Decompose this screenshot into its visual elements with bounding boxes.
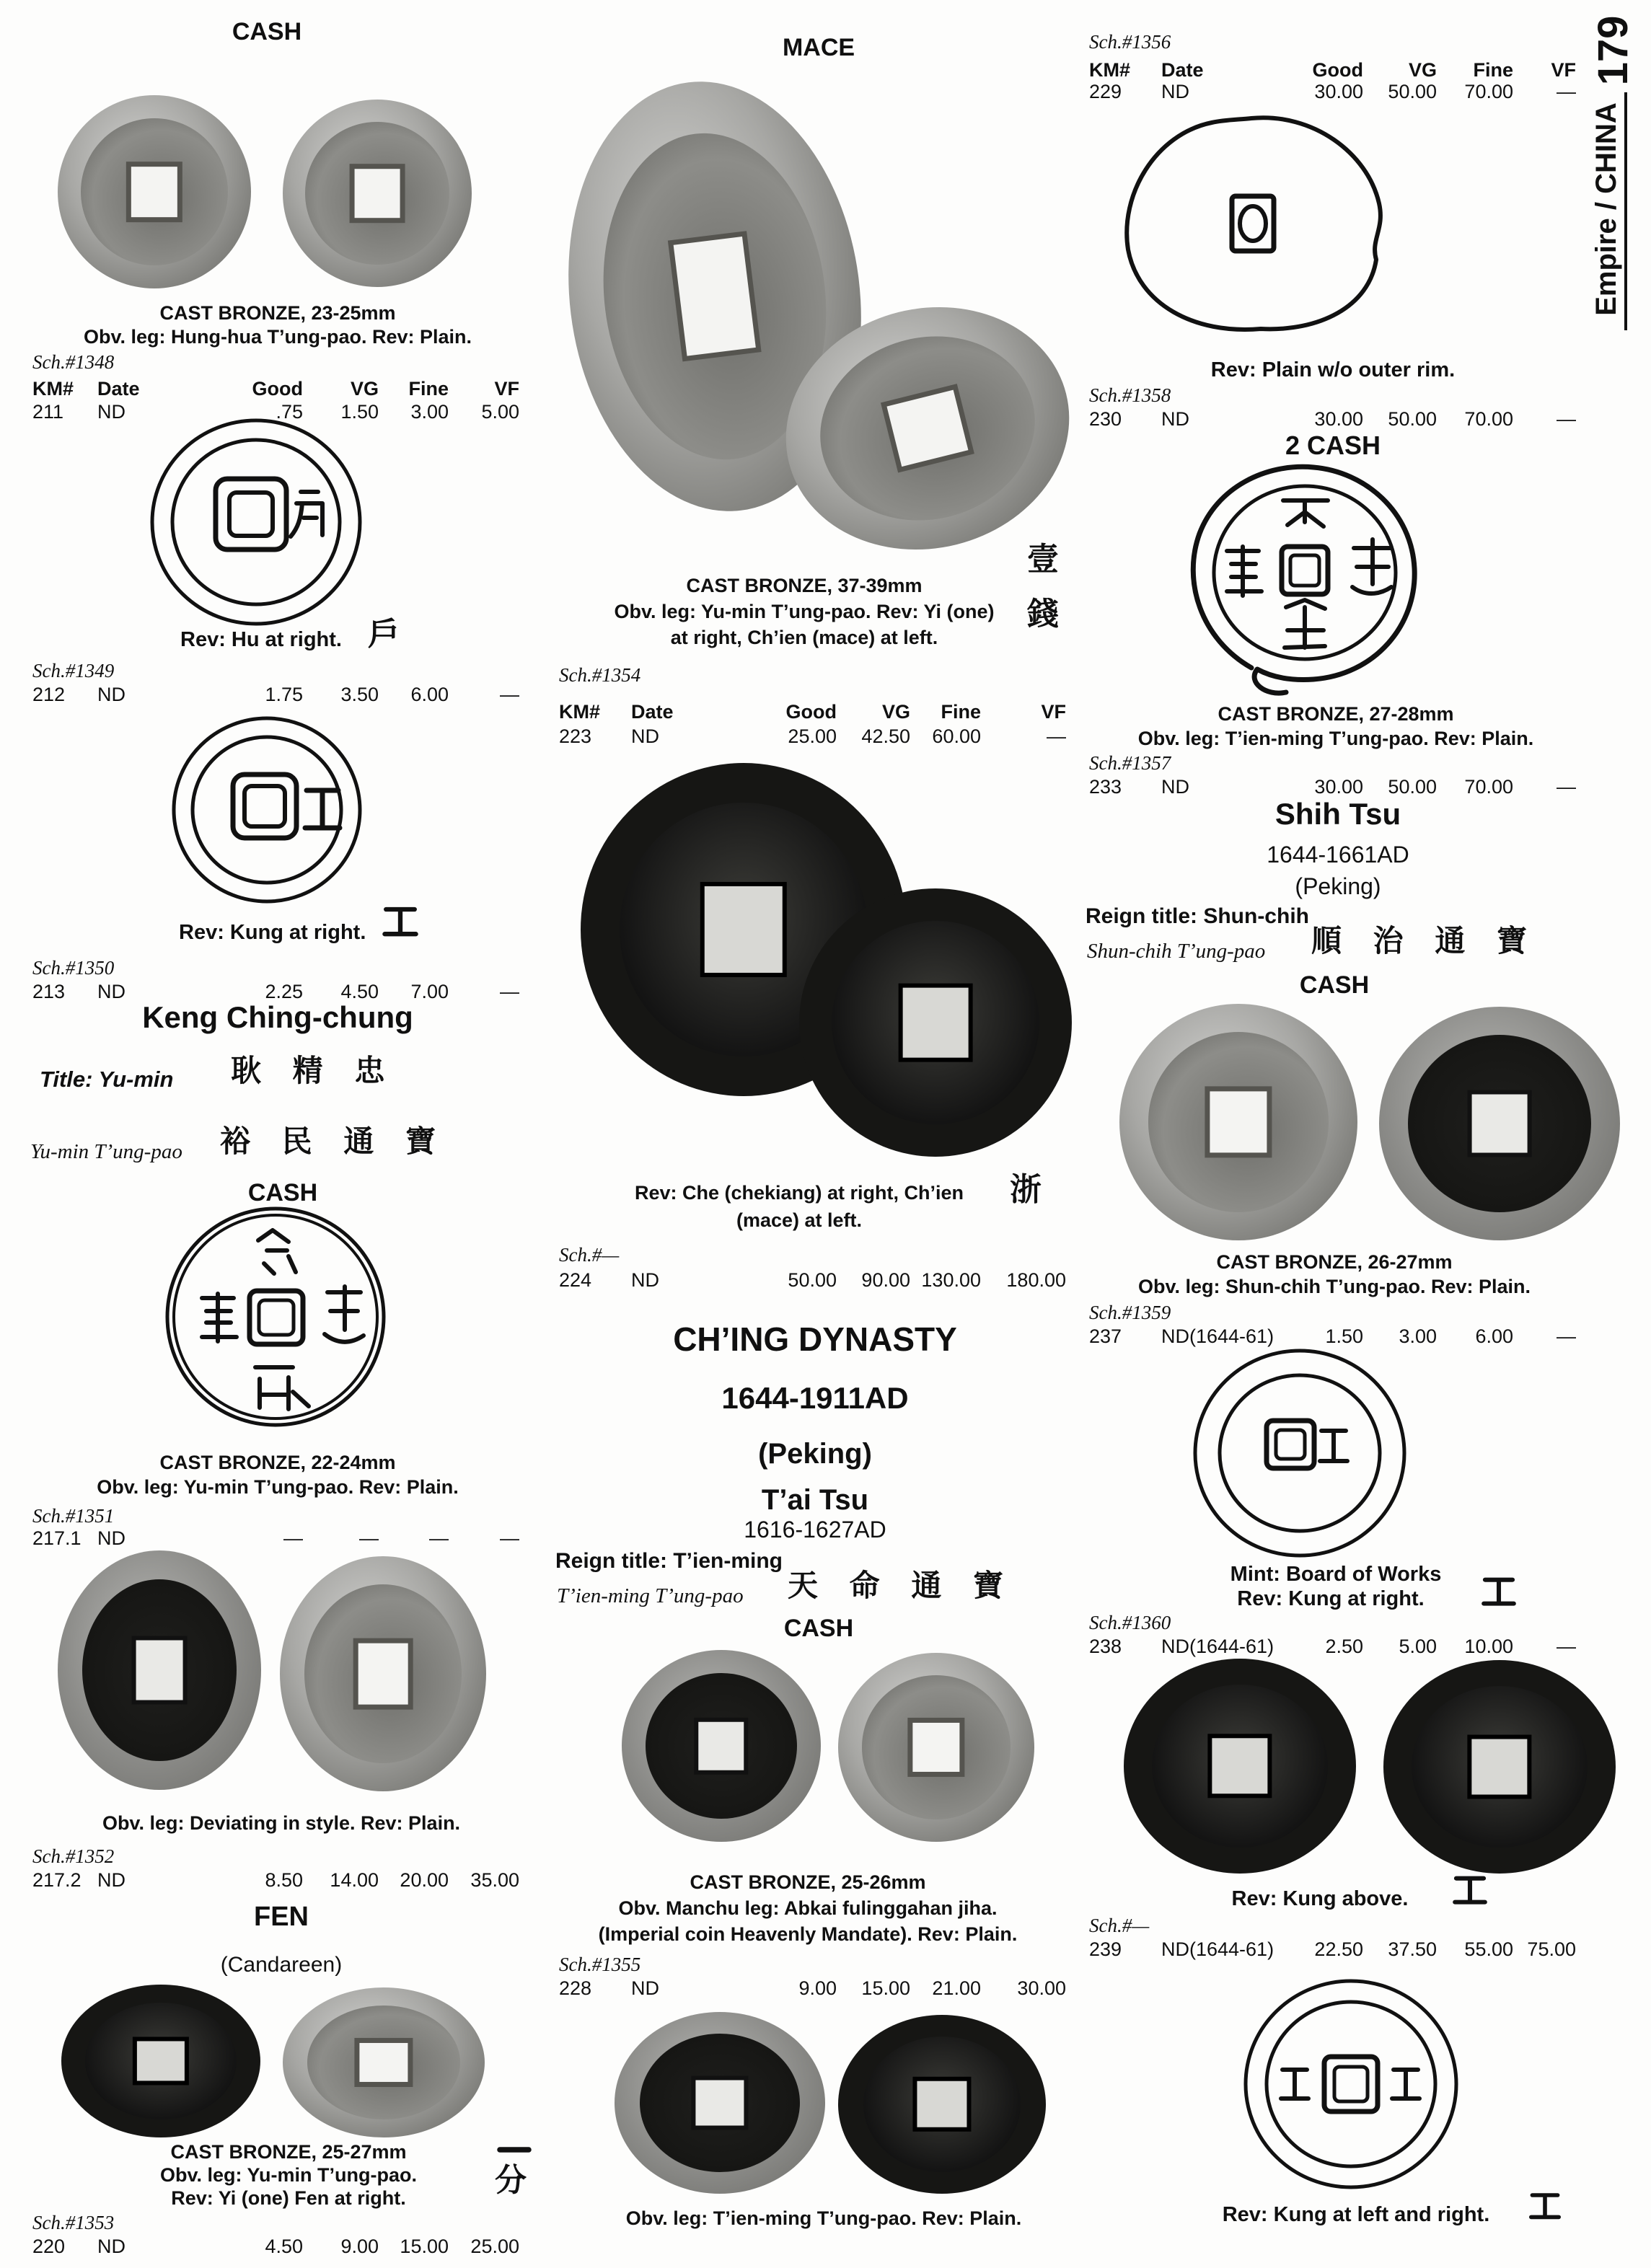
price-fine: 15.00 xyxy=(400,2236,449,2257)
price-fine: 130.00 xyxy=(921,1269,981,1291)
price-vf: 35.00 xyxy=(470,1869,519,1891)
price-vg: 37.50 xyxy=(1388,1938,1437,1960)
price-vg: 9.00 xyxy=(340,2236,379,2257)
coin-drawing-kung-right xyxy=(1192,1347,1408,1560)
reverse-note: Rev: Hu at right. xyxy=(180,628,342,651)
date: ND xyxy=(97,981,126,1002)
date: ND xyxy=(97,401,126,423)
reverse-note: Rev: Plain w/o outer rim. xyxy=(1210,358,1456,381)
coin-photo-reverse xyxy=(283,100,472,287)
ruler-name: Shih Tsu xyxy=(1274,797,1401,831)
title-label: Title: Yu-min xyxy=(40,1067,174,1092)
coin-photo-reverse xyxy=(283,1987,485,2137)
date: ND xyxy=(1161,81,1189,102)
schjoth-number: Sch.#— xyxy=(559,1244,620,1266)
col-vg: VG xyxy=(881,701,910,723)
price-fine: 55.00 xyxy=(1464,1938,1513,1960)
price-vg: 5.00 xyxy=(1399,1636,1437,1657)
date: ND xyxy=(97,1527,126,1549)
ruler-name: Keng Ching-chung xyxy=(142,1000,413,1034)
coin-photo-obverse xyxy=(58,1550,261,1790)
price-good: 9.00 xyxy=(798,1977,837,1999)
coin-hole xyxy=(137,2041,185,2081)
coin-photo-obverse xyxy=(1119,1004,1357,1240)
schjoth-number: Sch.#1359 xyxy=(1089,1302,1171,1323)
schjoth-number: Sch.#1352 xyxy=(32,1845,115,1867)
coin-caption: (Imperial coin Heavenly Mandate). Rev: Plain. xyxy=(598,1923,1018,1945)
coin-caption: Obv. leg: Yu-min T’ung-pao. Rev: Plain. xyxy=(97,1476,459,1498)
km-number: 237 xyxy=(1089,1325,1122,1347)
coin-photo-reverse xyxy=(1379,1007,1620,1240)
reverse-note: Rev: Kung at right. xyxy=(179,921,366,944)
km-number: 213 xyxy=(32,981,66,1002)
price-fine: 70.00 xyxy=(1464,408,1513,430)
reverse-note: Rev: Kung at left and right. xyxy=(1222,2203,1490,2226)
price-fine: 7.00 xyxy=(410,981,449,1002)
coin-hole xyxy=(912,1723,959,1772)
price-vg: 3.00 xyxy=(1399,1325,1437,1347)
kung-glyph xyxy=(381,903,420,942)
coin-photo-reverse xyxy=(1383,1660,1616,1874)
coin-caption: Obv. Manchu leg: Abkai fulinggahan jiha. xyxy=(618,1897,998,1919)
hu-glyph: 戶 xyxy=(368,617,400,652)
coin-legend-characters: 天 命 通 寶 xyxy=(788,1568,1016,1602)
km-number: 217.2 xyxy=(32,1869,82,1891)
col-km: KM# xyxy=(1089,59,1131,81)
coin-caption: CAST BRONZE, 25-27mm xyxy=(170,2141,407,2163)
price-fine: 3.00 xyxy=(410,401,449,423)
price-fine: 70.00 xyxy=(1464,81,1513,102)
col-date: Date xyxy=(97,378,140,400)
coin-hole xyxy=(917,2081,967,2127)
coin-legend-label: T’ien-ming T’ung-pao xyxy=(557,1584,744,1607)
price-row-230 xyxy=(1086,408,1583,433)
coin-caption: Obv. leg: T’ien-ming T’ung-pao. Rev: Plain. xyxy=(1137,728,1534,749)
schjoth-number: Sch.#1355 xyxy=(559,1954,641,1975)
col-good: Good xyxy=(252,378,303,400)
col-vf: VF xyxy=(1041,701,1066,723)
coin-drawing-yu-min xyxy=(164,1206,387,1428)
col-date: Date xyxy=(1161,59,1204,81)
page-number: 179 xyxy=(1590,15,1637,86)
kung-glyph xyxy=(1528,2189,1562,2224)
schjoth-number: Sch.#1358 xyxy=(1089,384,1171,406)
price-good: .75 xyxy=(276,401,303,423)
fen-glyph: 分 xyxy=(495,2163,527,2198)
coin-drawing-kung-reverse xyxy=(169,715,364,905)
price-vg: 14.00 xyxy=(330,1869,379,1891)
km-number: 220 xyxy=(32,2236,66,2257)
coin-photo-reverse xyxy=(838,1653,1034,1842)
price-vf: 5.00 xyxy=(481,401,519,423)
coin-caption: CAST BRONZE, 26-27mm xyxy=(1216,1251,1453,1273)
price-table-header xyxy=(1086,59,1583,84)
coin-hole xyxy=(674,237,757,356)
price-fine: 20.00 xyxy=(400,1869,449,1891)
dynasty-dates: 1644-1911AD xyxy=(721,1381,909,1415)
coin-hole xyxy=(355,169,400,218)
legend-strokes xyxy=(202,1230,364,1409)
col-fine: Fine xyxy=(941,701,981,723)
price-good: 4.50 xyxy=(265,2236,303,2257)
date: ND xyxy=(631,725,659,747)
price-vg: — xyxy=(359,1527,379,1549)
price-row-224 xyxy=(555,1269,1075,1294)
km-number: 238 xyxy=(1089,1636,1122,1657)
date: ND xyxy=(97,684,126,705)
section-sidebar-label: Empire / CHINA xyxy=(1590,102,1622,316)
schjoth-number: Sch.#1353 xyxy=(32,2212,115,2233)
price-good: 30.00 xyxy=(1314,81,1363,102)
coin-hole xyxy=(705,886,783,973)
schjoth-number: Sch.#1348 xyxy=(32,351,115,373)
price-vg: 90.00 xyxy=(861,1269,910,1291)
col-km: KM# xyxy=(32,378,74,400)
price-vg: 15.00 xyxy=(861,1977,910,1999)
coin-caption: Obv. leg: Hung-hua T’ung-pao. Rev: Plain. xyxy=(84,326,472,348)
col-vg: VG xyxy=(350,378,379,400)
price-vg: 3.50 xyxy=(340,684,379,705)
price-vf: 30.00 xyxy=(1017,1977,1066,1999)
ruler-dates: 1644-1661AD xyxy=(1267,842,1409,868)
reign-title: Reign title: T’ien-ming xyxy=(555,1549,783,1573)
coin-photo-obverse xyxy=(622,1650,821,1842)
legend-strokes xyxy=(1227,500,1391,648)
schjoth-number: Sch.#1356 xyxy=(1089,31,1171,53)
coin-photo-obverse xyxy=(61,1985,260,2137)
price-vf: — xyxy=(500,684,519,705)
schjoth-number: Sch.#1351 xyxy=(32,1505,115,1527)
km-number: 211 xyxy=(32,401,64,423)
denomination-heading: CASH xyxy=(247,1179,318,1206)
reverse-note: Rev: Che (chekiang) at right, Ch’ien xyxy=(634,1182,964,1204)
km-number: 229 xyxy=(1089,81,1122,102)
coin-caption: Obv. leg: T’ien-ming T’ung-pao. Rev: Plain. xyxy=(625,2207,1022,2229)
schjoth-number: Sch.#1349 xyxy=(32,660,115,681)
price-good: 25.00 xyxy=(788,725,837,747)
reverse-note: Rev: Kung above. xyxy=(1231,1887,1409,1910)
price-vf: 75.00 xyxy=(1527,1938,1576,1960)
coin-caption: CAST BRONZE, 22-24mm xyxy=(159,1452,396,1473)
dynasty-mint: (Peking) xyxy=(758,1438,872,1470)
denomination-subheading: (Candareen) xyxy=(220,1953,343,1977)
price-row-220 xyxy=(22,2236,534,2260)
km-number: 228 xyxy=(559,1977,592,1999)
coin-caption: Obv. leg: Yu-min T’ung-pao. Rev: Yi (one) xyxy=(614,601,995,622)
col-good: Good xyxy=(785,701,837,723)
price-row-217-1 xyxy=(22,1527,534,1552)
price-vg: 42.50 xyxy=(861,725,910,747)
coin-caption: Rev: Yi (one) Fen at right. xyxy=(171,2187,406,2209)
mint-note: Mint: Board of Works xyxy=(1230,1563,1442,1586)
coin-caption: Obv. leg: Shun-chih T’ung-pao. Rev: Plain. xyxy=(1137,1276,1531,1297)
kung-glyph xyxy=(1480,1574,1518,1611)
price-row-223 xyxy=(555,725,1075,750)
coin-drawing-plain-no-rim xyxy=(1104,108,1402,340)
date: ND xyxy=(631,1977,659,1999)
yi-glyph xyxy=(496,2139,532,2161)
price-vf: — xyxy=(1047,725,1066,747)
coin-hole xyxy=(698,1722,744,1770)
reign-title: Reign title: Shun-chih xyxy=(1086,904,1309,928)
coin-photo-obverse xyxy=(1124,1659,1356,1874)
price-good: 50.00 xyxy=(788,1269,837,1291)
coin-legend-label: Shun-chih T’ung-pao xyxy=(1087,940,1266,963)
coin-drawing-2cash xyxy=(1172,459,1433,697)
price-fine: 6.00 xyxy=(410,684,449,705)
date: ND xyxy=(97,2236,126,2257)
date: ND(1644-61) xyxy=(1161,1325,1274,1347)
coin-drawing-hu-reverse xyxy=(148,417,364,627)
price-row-238 xyxy=(1086,1636,1583,1660)
coin-hole xyxy=(131,167,177,217)
date: ND(1644-61) xyxy=(1161,1636,1274,1657)
schjoth-number: Sch.#1360 xyxy=(1089,1612,1171,1633)
reverse-note: Rev: Kung at right. xyxy=(1237,1587,1425,1610)
col-fine: Fine xyxy=(1473,59,1513,81)
coin-hole xyxy=(1472,1095,1528,1153)
coin-hole xyxy=(695,2081,744,2126)
price-good: 1.75 xyxy=(265,684,303,705)
col-date: Date xyxy=(631,701,674,723)
price-fine: 6.00 xyxy=(1475,1325,1513,1347)
schjoth-number: Sch.#1354 xyxy=(559,664,641,686)
price-row-217-2 xyxy=(22,1869,534,1894)
price-good: 30.00 xyxy=(1314,408,1363,430)
coin-caption: Obv. leg: Yu-min T’ung-pao. xyxy=(160,2164,417,2186)
date: ND xyxy=(1161,408,1189,430)
coin-photo-reverse xyxy=(838,2015,1046,2194)
price-vg: 4.50 xyxy=(340,981,379,1002)
price-table-header xyxy=(22,378,534,402)
coin-photo-obverse xyxy=(58,95,251,288)
coin-caption: CAST BRONZE, 23-25mm xyxy=(159,302,396,324)
coin-hole xyxy=(358,1643,408,1705)
kung-character-left xyxy=(1281,2070,1308,2099)
col-fine: Fine xyxy=(408,378,449,400)
price-fine: 60.00 xyxy=(932,725,981,747)
km-number: 239 xyxy=(1089,1938,1122,1960)
col-vf: VF xyxy=(494,378,519,400)
km-number: 217.1 xyxy=(32,1527,82,1549)
coin-caption: at right, Ch’ien (mace) at left. xyxy=(670,627,938,648)
coin-hole xyxy=(1471,1739,1527,1795)
price-vg: 50.00 xyxy=(1388,408,1437,430)
coin-drawing-kung-left-right xyxy=(1242,1977,1460,2191)
price-fine: 10.00 xyxy=(1464,1636,1513,1657)
col-good: Good xyxy=(1312,59,1363,81)
coin-hole xyxy=(903,988,969,1058)
kung-character xyxy=(1320,1431,1347,1461)
price-vg: 50.00 xyxy=(1388,776,1437,798)
price-row-229 xyxy=(1086,81,1583,105)
yi-glyph: 壹 xyxy=(1027,542,1059,577)
km-number: 212 xyxy=(32,684,66,705)
coin-photo-reverse xyxy=(280,1556,486,1791)
coin-hole xyxy=(1212,1738,1267,1793)
price-good: 30.00 xyxy=(1314,776,1363,798)
price-row-239 xyxy=(1086,1938,1583,1963)
section-heading-mace: MACE xyxy=(782,34,855,61)
coin-caption: CAST BRONZE, 25-26mm xyxy=(690,1871,926,1893)
title-characters: 耿 精 忠 xyxy=(231,1054,397,1087)
km-number: 224 xyxy=(559,1269,592,1291)
denomination-heading: FEN xyxy=(254,1902,309,1932)
price-row-228 xyxy=(555,1977,1075,2002)
coin-hole xyxy=(136,1641,183,1700)
denomination-heading: CASH xyxy=(783,1615,854,1642)
price-good: 2.50 xyxy=(1325,1636,1363,1657)
price-vf: 180.00 xyxy=(1006,1269,1066,1291)
coin-hole xyxy=(1210,1091,1267,1152)
che-glyph: 浙 xyxy=(1010,1172,1042,1207)
price-fine: 70.00 xyxy=(1464,776,1513,798)
km-number: 233 xyxy=(1089,776,1122,798)
ruler-dates: 1616-1627AD xyxy=(744,1517,886,1543)
sidebar-rule xyxy=(1624,92,1627,330)
date: ND xyxy=(97,1869,126,1891)
schjoth-number: Sch.#1350 xyxy=(32,957,115,979)
dynasty-heading: CH’ING DYNASTY xyxy=(673,1320,957,1358)
ruler-name: T’ai Tsu xyxy=(761,1484,869,1516)
price-row-212 xyxy=(22,684,534,708)
chien-glyph: 錢 xyxy=(1027,596,1059,632)
price-good: 22.50 xyxy=(1314,1938,1363,1960)
coin-legend-characters: 順 治 通 寶 xyxy=(1311,924,1539,958)
price-vf: — xyxy=(1557,776,1576,798)
km-number: 223 xyxy=(559,725,592,747)
coin-caption: CAST BRONZE, 27-28mm xyxy=(1218,703,1454,725)
price-vf: — xyxy=(1557,1636,1576,1657)
price-table-header xyxy=(555,701,1075,725)
schjoth-number: Sch.#— xyxy=(1089,1915,1150,1936)
price-vg: 50.00 xyxy=(1388,81,1437,102)
kung-character-right xyxy=(1392,2070,1419,2099)
price-good: — xyxy=(283,1527,303,1549)
price-fine: — xyxy=(429,1527,449,1549)
schjoth-number: Sch.#1357 xyxy=(1089,752,1171,774)
price-fine: 21.00 xyxy=(932,1977,981,1999)
coin-photo-reverse xyxy=(799,888,1072,1157)
coin-legend-label: Yu-min T’ung-pao xyxy=(30,1140,182,1163)
coin-hole xyxy=(359,2043,408,2082)
col-vf: VF xyxy=(1551,59,1576,81)
date: ND xyxy=(631,1269,659,1291)
price-good: 1.50 xyxy=(1325,1325,1363,1347)
price-good: 2.25 xyxy=(265,981,303,1002)
ruler-mint: (Peking) xyxy=(1295,873,1381,899)
kung-character xyxy=(305,790,340,828)
coin-caption: CAST BRONZE, 37-39mm xyxy=(686,575,923,596)
price-vf: — xyxy=(1557,1325,1576,1347)
coin-caption: Obv. leg: Deviating in style. Rev: Plain. xyxy=(102,1812,461,1834)
price-vf: — xyxy=(500,981,519,1002)
price-vg: 1.50 xyxy=(340,401,379,423)
hu-character xyxy=(291,492,322,537)
price-vf: — xyxy=(1557,408,1576,430)
coin-legend-characters: 裕 民 通 寶 xyxy=(220,1124,448,1158)
kung-glyph xyxy=(1451,1872,1489,1910)
price-vf: — xyxy=(500,1527,519,1549)
km-number: 230 xyxy=(1089,408,1122,430)
coin-photo-obverse xyxy=(615,2012,825,2194)
date: ND(1644-61) xyxy=(1161,1938,1274,1960)
denomination-heading: CASH xyxy=(1299,971,1370,999)
col-vg: VG xyxy=(1408,59,1437,81)
col-km: KM# xyxy=(559,701,601,723)
price-good: 8.50 xyxy=(265,1869,303,1891)
date: ND xyxy=(1161,776,1189,798)
reverse-note: (mace) at left. xyxy=(736,1209,863,1231)
section-heading-cash: CASH xyxy=(232,18,302,45)
denomination-heading: 2 CASH xyxy=(1285,431,1381,460)
price-vf: 25.00 xyxy=(470,2236,519,2257)
price-row-237 xyxy=(1086,1325,1583,1350)
price-vf: — xyxy=(1557,81,1576,102)
